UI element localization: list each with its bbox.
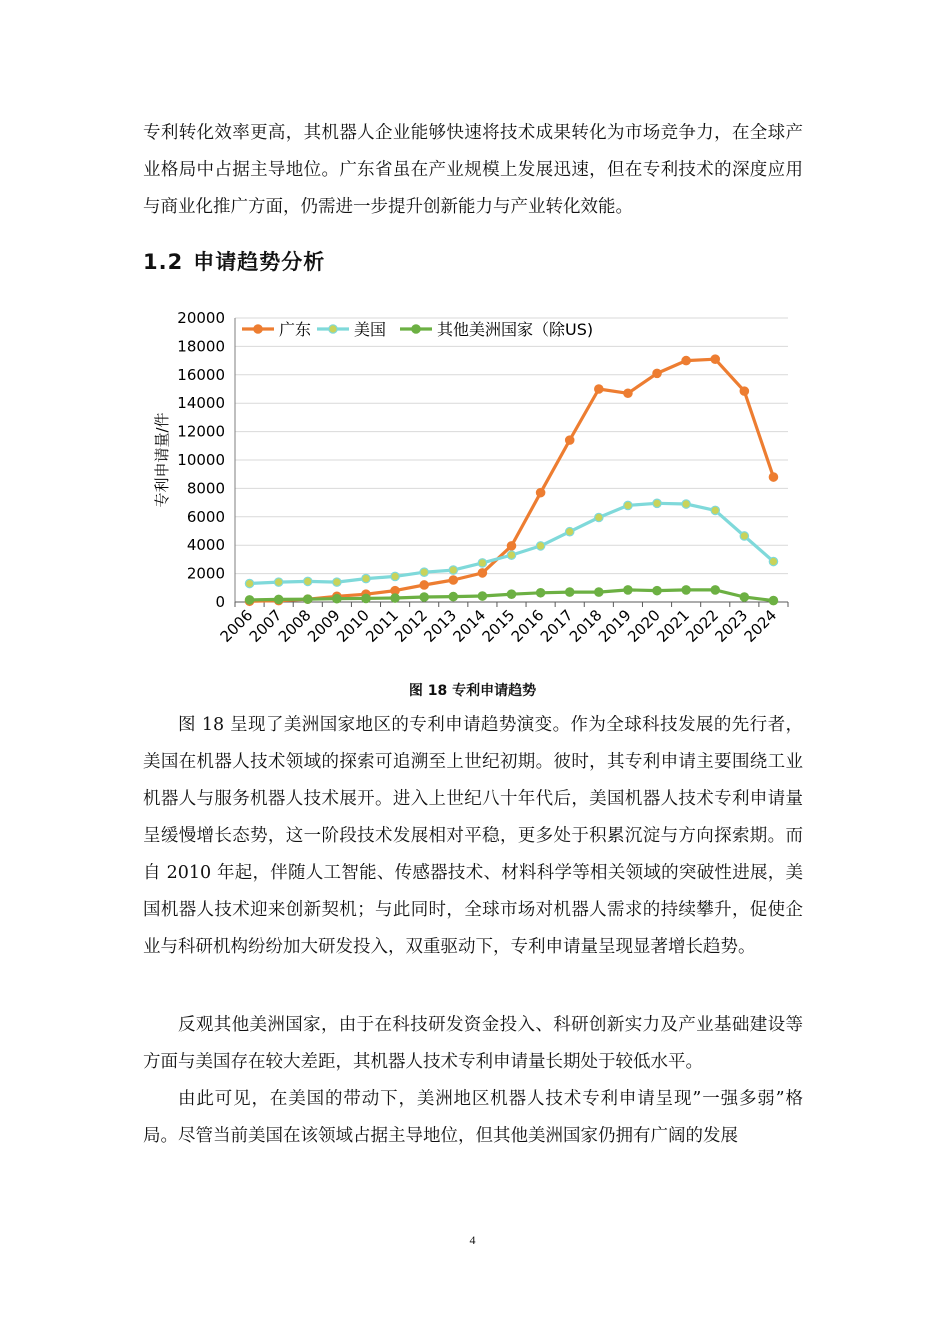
x-tick-label: 2014 [449, 606, 490, 646]
data-point [711, 586, 719, 594]
data-point [769, 596, 777, 604]
legend-label: 其他美洲国家（除US) [437, 320, 594, 339]
data-point [449, 576, 457, 584]
y-tick-label: 8000 [186, 479, 225, 498]
section-number: 1.2 [143, 250, 184, 274]
x-tick-label: 2020 [624, 606, 664, 646]
x-tick-label: 2021 [653, 606, 693, 646]
x-tick-label: 2012 [391, 606, 432, 646]
data-point [274, 578, 282, 586]
y-tick-label: 16000 [177, 365, 225, 384]
data-point [420, 568, 428, 576]
data-point [769, 557, 777, 565]
y-tick-label: 4000 [186, 536, 225, 555]
series-line-1 [250, 359, 774, 601]
y-tick-label: 10000 [177, 451, 225, 469]
data-point [740, 532, 748, 540]
x-tick-label: 2013 [420, 606, 461, 646]
data-point [245, 579, 253, 587]
data-point [566, 436, 574, 444]
paragraph-1: 专利转化效率更高，其机器人企业能够快速将技术成果转化为市场竞争力，在全球产业格局中占据主导地位。广东省虽在产业规模上发展迅速，但在专利技术的深度应用与商业化推广方面，仍需进一步提升创新能力与产业转化效能。 [143, 123, 803, 217]
data-point [333, 578, 341, 586]
data-point [624, 389, 632, 397]
data-point [536, 542, 544, 550]
data-point [478, 559, 486, 567]
data-point [769, 473, 777, 481]
data-point [333, 595, 341, 603]
x-tick-label: 2008 [274, 606, 315, 646]
data-point [420, 581, 428, 589]
legend-marker [329, 325, 337, 333]
x-tick-label: 2010 [333, 606, 373, 646]
x-tick-label: 2009 [303, 606, 344, 646]
data-point [507, 590, 515, 598]
data-point [449, 566, 457, 574]
data-point [566, 528, 574, 536]
data-point [362, 574, 370, 582]
y-tick-label: 0 [215, 593, 225, 611]
y-tick-label: 12000 [177, 422, 225, 441]
data-point [653, 586, 661, 594]
section-title: 申请趋势分析 [193, 250, 326, 274]
data-point [536, 488, 544, 496]
data-point [507, 551, 515, 559]
data-point [245, 596, 253, 604]
x-tick-label: 2015 [478, 606, 519, 646]
legend-label: 美国 [354, 320, 387, 339]
x-tick-label: 2018 [565, 606, 606, 646]
x-tick-label: 2023 [711, 606, 752, 646]
legend-marker [254, 325, 262, 333]
data-point [595, 513, 603, 521]
data-point [740, 387, 748, 395]
data-point [711, 355, 719, 363]
data-point [478, 592, 486, 600]
data-point [304, 577, 312, 585]
patent-trend-line-chart [140, 300, 800, 680]
x-tick-label: 2011 [362, 606, 402, 646]
data-point [420, 593, 428, 601]
data-point [274, 595, 282, 603]
data-point [740, 593, 748, 601]
data-point [478, 569, 486, 577]
data-point [682, 356, 690, 364]
legend-marker [412, 325, 420, 333]
paragraph-3: 反观其他美洲国家，由于在科技研发资金投入、科研创新实力及产业基础建设等方面与美国存在较大差距，其机器人技术专利申请量长期处于较低水平。 [143, 1015, 803, 1072]
data-point [711, 506, 719, 514]
data-point [595, 588, 603, 596]
y-tick-label: 2000 [186, 564, 225, 583]
data-point [449, 592, 457, 600]
x-tick-label: 2022 [682, 606, 723, 646]
data-point [362, 594, 370, 602]
y-tick-label: 18000 [177, 337, 225, 356]
y-tick-label: 14000 [177, 394, 225, 413]
data-point [507, 542, 515, 550]
y-axis-label: 专利申请量/件 [153, 412, 171, 508]
x-tick-label: 2006 [216, 606, 257, 646]
data-point [391, 594, 399, 602]
data-point [304, 595, 312, 603]
data-point [653, 499, 661, 507]
data-point [566, 588, 574, 596]
data-point [682, 500, 690, 508]
paragraph-4: 由此可见，在美国的带动下，美洲地区机器人技术专利申请呈现”一强多弱”格局。尽管当前美国在该领域占据主导地位，但其他美洲国家仍拥有广阔的发展 [143, 1089, 803, 1146]
figure-caption: 图 18 专利申请趋势 [408, 683, 537, 699]
data-point [682, 586, 690, 594]
page-number: 4 [469, 1233, 476, 1247]
data-point [653, 369, 661, 377]
data-point [595, 385, 603, 393]
paragraph-2: 图 18 呈现了美洲国家地区的专利申请趋势演变。作为全球科技发展的先行者，美国在机器人技术领域的探索可追溯至上世纪初期。彼时，其专利申请主要围绕工业机器人与服务机器人技术展开。进入上世纪八十年代后，美国机器人技术专利申请量呈缓慢增长态势，这一阶段技术发展相对平稳，更多处于积累沉淀与方向探索期。而自 2010 年起，伴随人工智能、传感器技术、材料科学等相关领域的突破性进展，美国机器人技术迎来创新契机；与此同时，全球市场对机器人需求的持续攀升，促使企业与科研机构纷纷加大研发投入，双重驱动下，专利申请量呈现显著增长趋势。 [143, 715, 803, 957]
x-tick-label: 2024 [740, 606, 781, 646]
data-point [624, 586, 632, 594]
data-point [391, 572, 399, 580]
y-tick-label: 6000 [186, 507, 225, 526]
x-tick-label: 2017 [536, 606, 577, 646]
data-point [536, 589, 544, 597]
legend-label: 广东 [279, 320, 312, 339]
y-tick-label: 20000 [177, 309, 225, 327]
x-tick-label: 2019 [595, 606, 635, 646]
section-heading [143, 246, 325, 276]
x-tick-label: 2007 [245, 606, 286, 646]
data-point [624, 501, 632, 509]
x-tick-label: 2016 [507, 606, 548, 646]
